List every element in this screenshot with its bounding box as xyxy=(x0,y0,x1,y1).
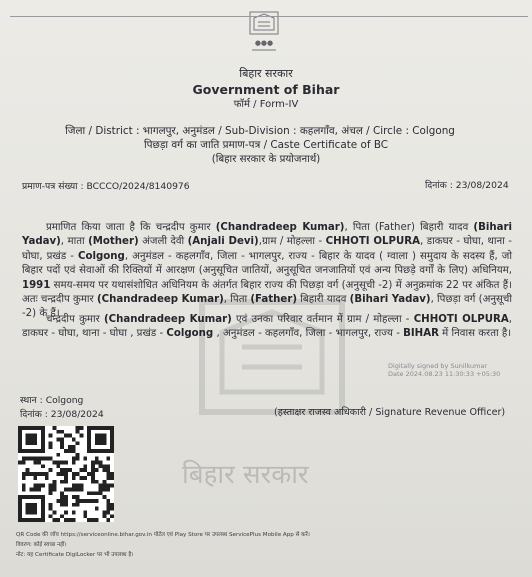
block-name: Colgong xyxy=(166,328,214,340)
footer-date-label: दिनांक : xyxy=(20,409,51,420)
father-name: (Bihari Yadav) xyxy=(22,222,512,248)
digital-signature-line: Digitally signed by Sunilkumar xyxy=(388,362,488,370)
qr-code[interactable] xyxy=(18,426,114,522)
block-name: Colgong xyxy=(78,250,125,262)
form-number: फॉर्म / Form-IV xyxy=(233,99,299,110)
place-value: Colgong xyxy=(45,395,84,406)
certificate-title: पिछड़ा वर्ग का जाति प्रमाण-पत्र / Caste Certificate of BC xyxy=(143,139,389,151)
certificate-purpose: (बिहार सरकार के प्रयोजनार्थ) xyxy=(211,154,321,165)
remark-note: विवरण: कोई स्वच्छ नहीं। xyxy=(16,542,67,548)
certificate-number-label: प्रमाण-पत्र संख्या : xyxy=(22,181,87,192)
place xyxy=(20,396,83,405)
certificate-body-paragraph-2 xyxy=(22,313,512,342)
svg-text:●●●: ●●● xyxy=(254,39,274,47)
digital-signature-date: Date 2024.08.23 11:30:33 +05:30 xyxy=(388,370,501,378)
body-text: , माता xyxy=(60,236,89,248)
body-text: , पिता xyxy=(223,294,251,306)
applicant-name: (Chandradeep Kumar) xyxy=(96,294,224,306)
footer-date xyxy=(20,410,104,419)
digital-signature-stamp xyxy=(388,362,500,378)
mother-label: (Mother) xyxy=(88,236,139,248)
certificate-number-value: BCCCO/2024/8140976 xyxy=(86,181,190,192)
body-text: बिहारी यादव xyxy=(297,294,350,306)
body-text: , अनुमंडल - कहलगाँव, जिला - भागलपुर, राज्य - xyxy=(213,328,404,340)
district-line: जिला / District : भागलपुर, अनुमंडल / Sub-Division : कहलगाँव, अंचल / Circle : Colgong xyxy=(65,125,455,137)
body-text: प्रमाणित किया जाता है कि चन्द्रदीप कुमार xyxy=(46,222,216,233)
father-label: (Father) xyxy=(250,294,297,306)
issue-date xyxy=(425,181,509,190)
certificate-number xyxy=(22,182,190,191)
village-name: CHHOTI OLPURA xyxy=(325,236,420,248)
applicant-name: (Chandradeep Kumar) xyxy=(104,314,232,325)
body-text: चन्द्रदीप कुमार xyxy=(46,314,104,325)
body-text: अंजली देवी xyxy=(138,236,188,248)
footer-date-value: 23/08/2024 xyxy=(50,409,104,420)
body-text: एवं उनका परिवार वर्तमान में ग्राम / मोहल्ला - xyxy=(231,314,414,325)
village-name: CHHOTI OLPURA xyxy=(413,314,509,325)
issue-date-label: दिनांक : xyxy=(425,180,456,191)
gov-english: Government of Bihar xyxy=(192,82,340,97)
certificate-body-paragraph-1 xyxy=(22,221,512,322)
body-text: , अनुमंडल - कहलगाँव, जिला - भागलपुर, राज्य - बिहार के यादव ( ग्वाला ) समुदाय के सदस्य हैं, जो बिहार पदों एवं सेवाओं की रिक्तियों में आरक्षण (अनुसूचित जातियों, अनुसूचित जनजातियों एवं अन्य पिछड़े वर्गों के लिए) अधिनियम, xyxy=(22,250,512,277)
state-name: BIHAR xyxy=(403,328,439,340)
body-text: में निवास करता है। xyxy=(438,328,512,340)
place-label: स्थान : xyxy=(20,395,46,406)
watermark-text: बिहार सरकार xyxy=(182,460,309,490)
applicant-name: (Chandradeep Kumar) xyxy=(215,222,345,233)
signatory-title: (हस्ताक्षर राजस्व अधिकारी / Signature Revenue Officer) xyxy=(274,407,506,418)
gov-hindi: बिहार सरकार xyxy=(239,67,293,80)
body-text: , डाकघर - घोघा, थाना - घोघा , प्रखंड - xyxy=(22,314,512,340)
top-border xyxy=(10,16,528,17)
body-text: समय-समय पर यथासंशोधित अधिनियम के अंतर्गत बिहार राज्य की पिछड़ा वर्ग (अनुसूची -2) में अनुक्रमांक 22 पर अंकित हैं। अतः चन्द्रदीप कुमार xyxy=(22,279,512,306)
mother-name: (Anjali Devi) xyxy=(187,236,259,248)
father-name: (Bihari Yadav) xyxy=(349,294,431,306)
act-year: 1991 xyxy=(22,279,51,291)
body-text: , पिछड़ा वर्ग (अनुसूची -2) के हैं। xyxy=(22,294,512,320)
digilocker-note: नोट: यह Certificate DigiLocker पर भी उपलब्ध है। xyxy=(16,552,134,558)
qr-verification-note: QR Code की जाँच https://serviceonline.bihar.gov.in पोर्टल एवं Play Store पर उपलब्ध ServicePlus Mobile App से करें। xyxy=(16,532,310,538)
body-text: ,ग्राम / मोहल्ला - xyxy=(258,236,326,248)
issue-date-value: 23/08/2024 xyxy=(455,180,509,191)
body-text: , डाकघर - घोघा, थाना - घोघा, प्रखंड - xyxy=(22,236,512,262)
body-text: , पिता (Father) बिहारी यादव xyxy=(344,222,474,233)
